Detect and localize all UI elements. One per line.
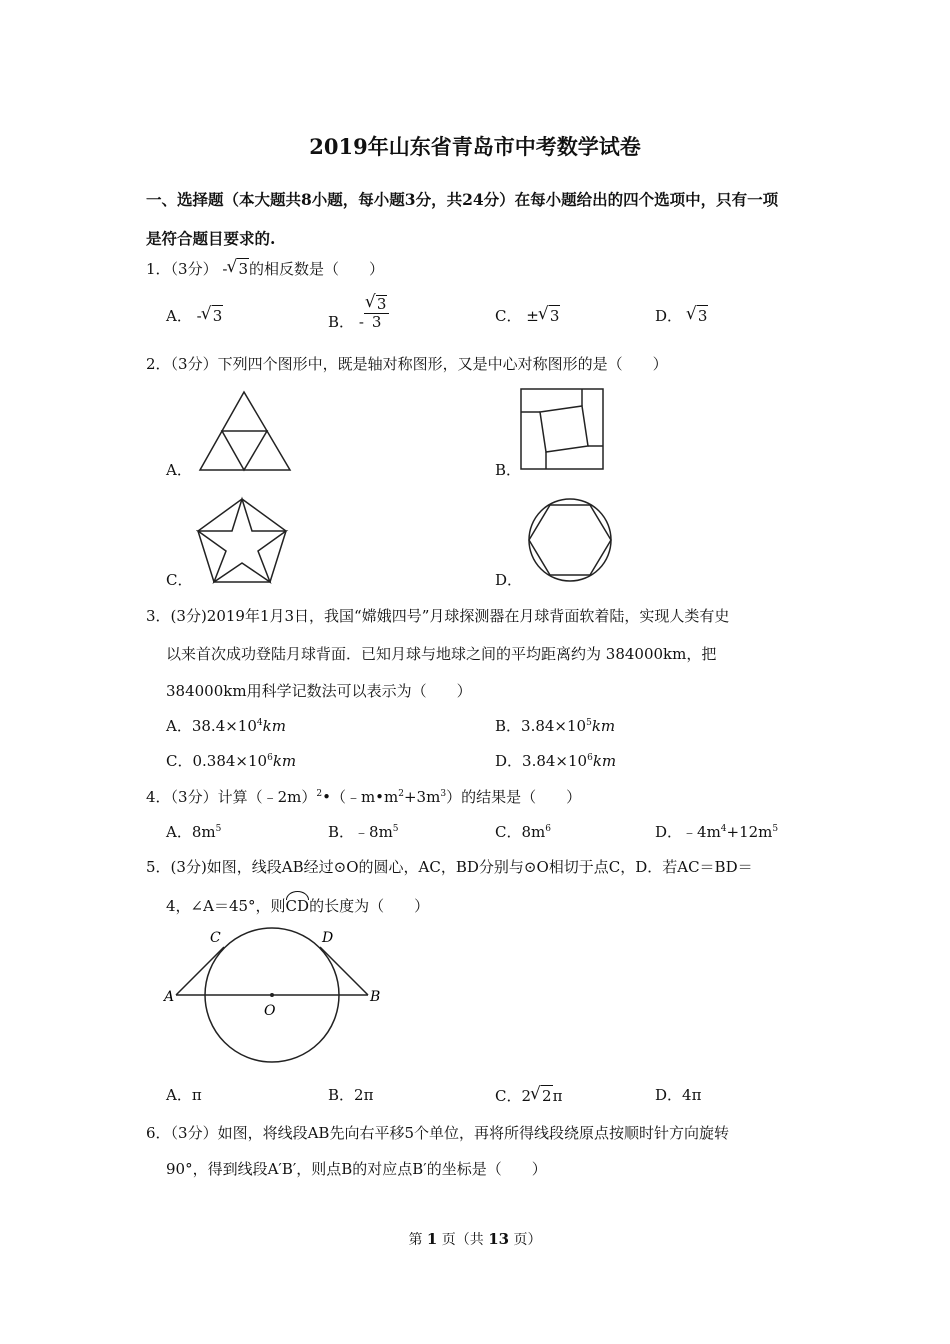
q3-option-b[interactable]: B．$3.84\times 10^5km$: [495, 717, 616, 735]
star-pentagon-figure: [196, 496, 292, 586]
q4-option-b[interactable]: B．$﹣8m^5$: [328, 823, 399, 841]
q1-sqrt: √ 3: [227, 258, 249, 279]
q1-option-a[interactable]: A． -√ 3: [166, 305, 223, 326]
question-3-line2: 以来首次成功登陆月球背面．已知月球与地球之间的平均距离约为 384000km，把: [166, 645, 717, 663]
point-c-label: C: [210, 930, 221, 946]
circle-hexagon-figure: [526, 497, 616, 583]
q5-option-d[interactable]: D．4π: [655, 1086, 702, 1104]
exam-title: 2019年山东省青岛市中考数学试卷: [309, 134, 641, 159]
point-d-label: D: [322, 930, 334, 946]
square-pinwheel-figure: [518, 386, 606, 472]
q2-option-b-label[interactable]: B．: [495, 461, 522, 479]
point-b-label: B: [370, 989, 381, 1005]
section-heading-line2: 是符合题目要求的.: [146, 229, 276, 248]
q1-prefix: 1．（3分） -: [146, 260, 228, 278]
q4-option-d[interactable]: D．$﹣4m^4+12m^5$: [655, 823, 779, 841]
q1-suffix: 的相反数是（ ）: [248, 260, 384, 278]
point-o-label: O: [264, 1003, 276, 1019]
q2-option-d-label[interactable]: D．: [495, 571, 523, 589]
q5-option-c[interactable]: C．2√ 2π: [495, 1085, 562, 1106]
q1-option-b[interactable]: B． - √ $\frac{3}{3}$: [328, 295, 389, 331]
q2-option-c-label[interactable]: C．: [166, 571, 193, 589]
question-5-line1: 5．(3分)如图，线段AB经过⊙O的圆心，AC，BD分别与⊙O相切于点C，D．若AC＝BD＝: [146, 858, 753, 876]
q3-option-a[interactable]: A．$38.4\times 10^4km$: [166, 717, 286, 735]
q5-option-a[interactable]: A．π: [166, 1086, 202, 1104]
question-3-line3: 384000km用科学记数法可以表示为（ ）: [166, 682, 472, 700]
triangle-figure: [196, 390, 294, 474]
q3-option-c[interactable]: C．$0.384\times 10^6km$: [166, 752, 297, 770]
q2-option-a-label[interactable]: A．: [166, 461, 192, 479]
page-footer: 第 1 页（共 13 页）: [408, 1230, 542, 1248]
question-4: 4．（3分）计算$(﹣2m)^2•(﹣m•m^2+3m^3)$的结果是（ ）: [146, 788, 582, 806]
q5-option-b[interactable]: B．2π: [328, 1086, 374, 1104]
q3-option-d[interactable]: D．$3.84\times 10^6km$: [495, 752, 617, 770]
q1-option-d[interactable]: D． √ 3: [655, 305, 708, 326]
section-heading-line1: 一、选择题（本大题共8小题，每小题3分，共24分）在每小题给出的四个选项中，只有一项: [146, 190, 779, 209]
arc-cd: CD: [286, 894, 310, 916]
question-3-line1: 3．(3分)2019年1月3日，我国“嫦娥四号”月球探测器在月球背面软着陆，实现人类有史: [146, 607, 730, 625]
question-1: [146, 258, 384, 279]
q4-option-c[interactable]: C．$8m^6$: [495, 823, 551, 841]
question-2: 2．（3分）下列四个图形中，既是轴对称图形，又是中心对称图形的是（ ）: [146, 355, 668, 373]
question-5-line2: 4，∠A＝45°，则CD的长度为（ ）: [166, 894, 429, 916]
q1-option-c[interactable]: C． ±√ 3: [495, 305, 560, 326]
point-a-label: A: [164, 989, 175, 1005]
question-6-line1: 6．（3分）如图，将线段AB先向右平移5个单位，再将所得线段绕原点按顺时针方向旋转: [146, 1124, 729, 1142]
question-6-line2: 90°，得到线段A′B′，则点B的对应点B′的坐标是（ ）: [166, 1160, 547, 1178]
circle-tangent-figure: [160, 925, 390, 1065]
q4-option-a[interactable]: A．$8m^5$: [166, 823, 222, 841]
